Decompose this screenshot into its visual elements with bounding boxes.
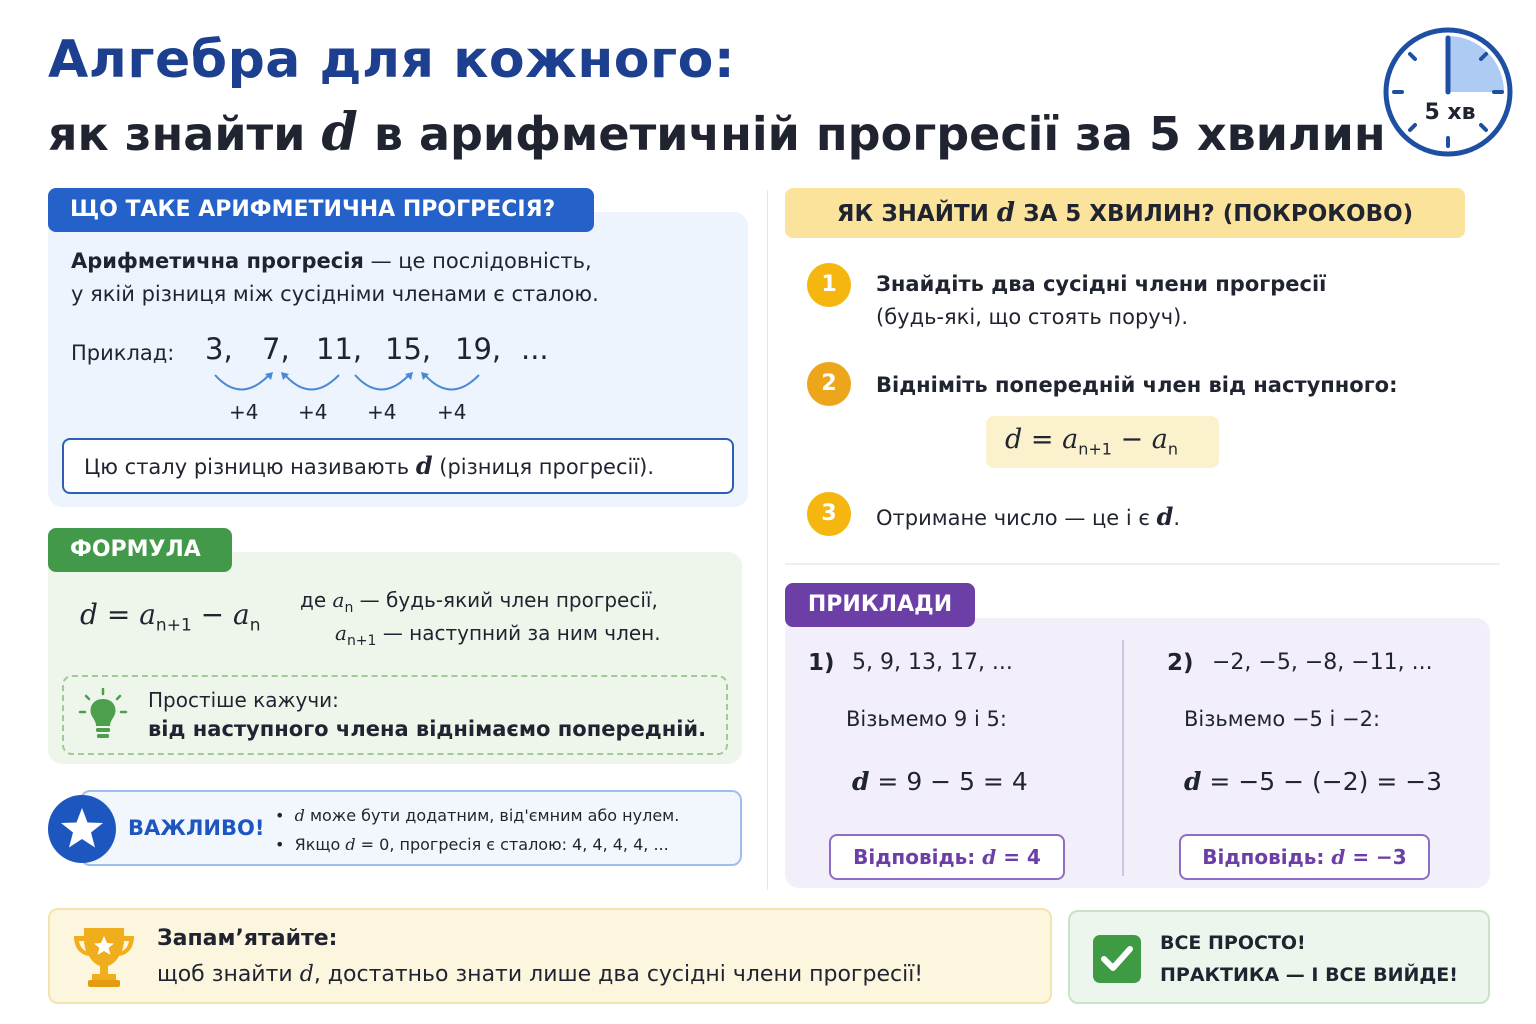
calc-variable: d <box>1184 767 1202 796</box>
formula-sub: n <box>249 615 261 636</box>
answer-variable: d <box>982 845 997 869</box>
example-1-number: 1) <box>808 650 835 676</box>
sequence-term: 7, <box>262 332 290 366</box>
definition-line-1 <box>71 249 592 273</box>
step-3-tail: . <box>1173 506 1181 530</box>
formula-desc-2 <box>335 621 661 649</box>
important-bullet-1 <box>275 806 679 825</box>
where-word: де <box>300 588 327 612</box>
term-a: a <box>335 621 347 645</box>
steps-header-before: ЯК ЗНАЙТИ <box>836 201 997 227</box>
formula-d: d <box>1005 424 1023 455</box>
section-divider <box>785 563 1500 565</box>
formula-sub: n+1 <box>155 615 192 636</box>
formula-sub: n <box>1167 439 1179 459</box>
answer-value: = 4 <box>996 845 1041 869</box>
important-bullet-2 <box>275 835 669 854</box>
star-icon <box>48 795 116 863</box>
examples-divider <box>1122 640 1124 876</box>
answer-label: Відповідь: <box>853 845 983 869</box>
example-2-answer <box>1179 834 1430 880</box>
formula-a: a <box>1151 424 1168 455</box>
bullet-text: може бути додатним, від'ємним або нулем. <box>304 806 680 825</box>
subtitle-part-1: як знайти <box>48 107 306 161</box>
definition-term: Арифметична прогресія <box>71 249 364 273</box>
step-1-line-2: (будь-які, що стоять поруч). <box>876 305 1189 329</box>
step-number: 3 <box>807 492 851 536</box>
definition-line-2: у якій різниця між сусідніми членами є сталою. <box>71 282 599 306</box>
sequence-term: 3, <box>205 332 233 366</box>
step-3-variable: d <box>1156 502 1174 531</box>
example-2-calc <box>1184 767 1442 796</box>
lightbulb-icon <box>78 688 128 742</box>
step-2-line-1: Відніміть попередній член від наступного: <box>876 373 1398 397</box>
answer-label: Відповідь: <box>1202 845 1332 869</box>
formula-header: ФОРМУЛА <box>48 528 232 572</box>
step-1-line-1: Знайдіть два сусідні члени прогресії <box>876 272 1327 296</box>
note-after: (різниця прогресії). <box>432 455 655 479</box>
step-3-text: Отримане число — це і є <box>876 506 1157 530</box>
subtitle-variable: d <box>321 102 358 163</box>
example-label: Приклад: <box>71 341 175 365</box>
steps-header-after: ЗА 5 ХВИЛИН? (ПОКРОКОВО) <box>1015 201 1414 227</box>
page-subtitle <box>48 102 1386 163</box>
difference-note <box>62 438 734 494</box>
bullet-variable: d <box>345 835 356 854</box>
bullet-text: = 0, прогресія є сталою: 4, 4, 4, 4, ... <box>355 835 669 854</box>
checkmark-icon <box>1093 935 1141 983</box>
hint-box <box>62 675 728 755</box>
note-before: Цю сталу різницю називають <box>84 455 416 479</box>
formula-minus: − <box>1120 424 1144 455</box>
term-sub: n <box>344 600 354 616</box>
bullet-variable: d <box>294 806 305 825</box>
remember-text <box>157 962 923 987</box>
remember-after: , достатньо знати лише два сусідні члени прогресії! <box>313 962 924 987</box>
example-1-take: Візьмемо 9 і 5: <box>846 707 1007 731</box>
formula-minus: − <box>200 598 225 631</box>
note-variable: d <box>415 451 433 480</box>
step-3-line-1 <box>876 502 1180 531</box>
timer-label: 5 хв <box>1424 100 1476 125</box>
subtitle-part-2: в арифметичній прогресії за 5 хвилин <box>373 107 1386 161</box>
sequence-term: 19, <box>455 332 502 366</box>
term-a: a <box>332 588 345 612</box>
sequence-term: 11, <box>316 332 363 366</box>
formula-desc-1 <box>300 588 658 616</box>
hint-text: від наступного члена віднімаємо попередній. <box>148 717 707 741</box>
step-label: +4 <box>437 400 467 424</box>
calc-expression: = 9 − 5 = 4 <box>869 767 1028 796</box>
formula-main <box>80 598 261 636</box>
bullet-dot: • <box>275 806 285 825</box>
formula-a: a <box>233 598 250 631</box>
formula-a: a <box>1062 424 1079 455</box>
remember-variable: d <box>299 962 314 987</box>
example-1-sequence: 5, 9, 13, 17, ... <box>852 650 1013 675</box>
definition-rest: — це послідовність, <box>363 249 592 273</box>
definition-header: ЩО ТАКЕ АРИФМЕТИЧНА ПРОГРЕСІЯ? <box>48 188 594 232</box>
hint-title: Простіше кажучи: <box>148 688 339 712</box>
term-sub: n+1 <box>346 633 377 649</box>
important-label: ВАЖЛИВО! <box>128 816 265 840</box>
desc-2: — наступний за ним член. <box>382 621 661 645</box>
formula-a: a <box>139 598 156 631</box>
step-label: +4 <box>298 400 328 424</box>
sequence-term: 15, <box>385 332 432 366</box>
practice-line-1: ВСЕ ПРОСТО! <box>1160 932 1306 954</box>
example-2-sequence: −2, −5, −8, −11, ... <box>1212 650 1433 675</box>
bullet-text: Якщо <box>294 835 346 854</box>
desc-1: — будь-який член прогресії, <box>359 588 658 612</box>
remember-title: Запам’ятайте: <box>157 926 338 951</box>
formula-eq: = <box>1030 424 1054 455</box>
steps-header <box>785 188 1465 238</box>
formula-sub: n+1 <box>1078 439 1112 459</box>
bullet-dot: • <box>275 835 285 854</box>
step-label: +4 <box>367 400 397 424</box>
remember-before: щоб знайти <box>157 962 300 987</box>
steps-header-variable: d <box>996 198 1016 228</box>
step-number: 2 <box>807 362 851 406</box>
calc-expression: = −5 − (−2) = −3 <box>1201 767 1443 796</box>
example-2-number: 2) <box>1167 650 1194 676</box>
calc-variable: d <box>852 767 870 796</box>
practice-line-2: ПРАКТИКА — І ВСЕ ВИЙДЕ! <box>1160 964 1458 986</box>
page-title: Алгебра для кожного: <box>48 30 736 90</box>
trophy-icon <box>70 922 138 990</box>
sequence-ellipsis: ... <box>521 332 549 366</box>
answer-value: = −3 <box>1345 845 1407 869</box>
example-2-take: Візьмемо −5 і −2: <box>1184 707 1381 731</box>
step-label: +4 <box>229 400 259 424</box>
remember-box <box>48 908 1052 1004</box>
step-formula <box>1005 424 1178 458</box>
formula-d: d <box>80 598 98 631</box>
step-number: 1 <box>807 263 851 307</box>
step-arrows <box>205 370 495 400</box>
example-1-answer <box>829 834 1065 880</box>
timer-icon <box>1382 26 1514 158</box>
column-divider <box>767 190 768 890</box>
formula-eq: = <box>106 598 131 631</box>
examples-header: ПРИКЛАДИ <box>785 583 975 627</box>
answer-variable: d <box>1331 845 1346 869</box>
example-1-calc <box>852 767 1028 796</box>
